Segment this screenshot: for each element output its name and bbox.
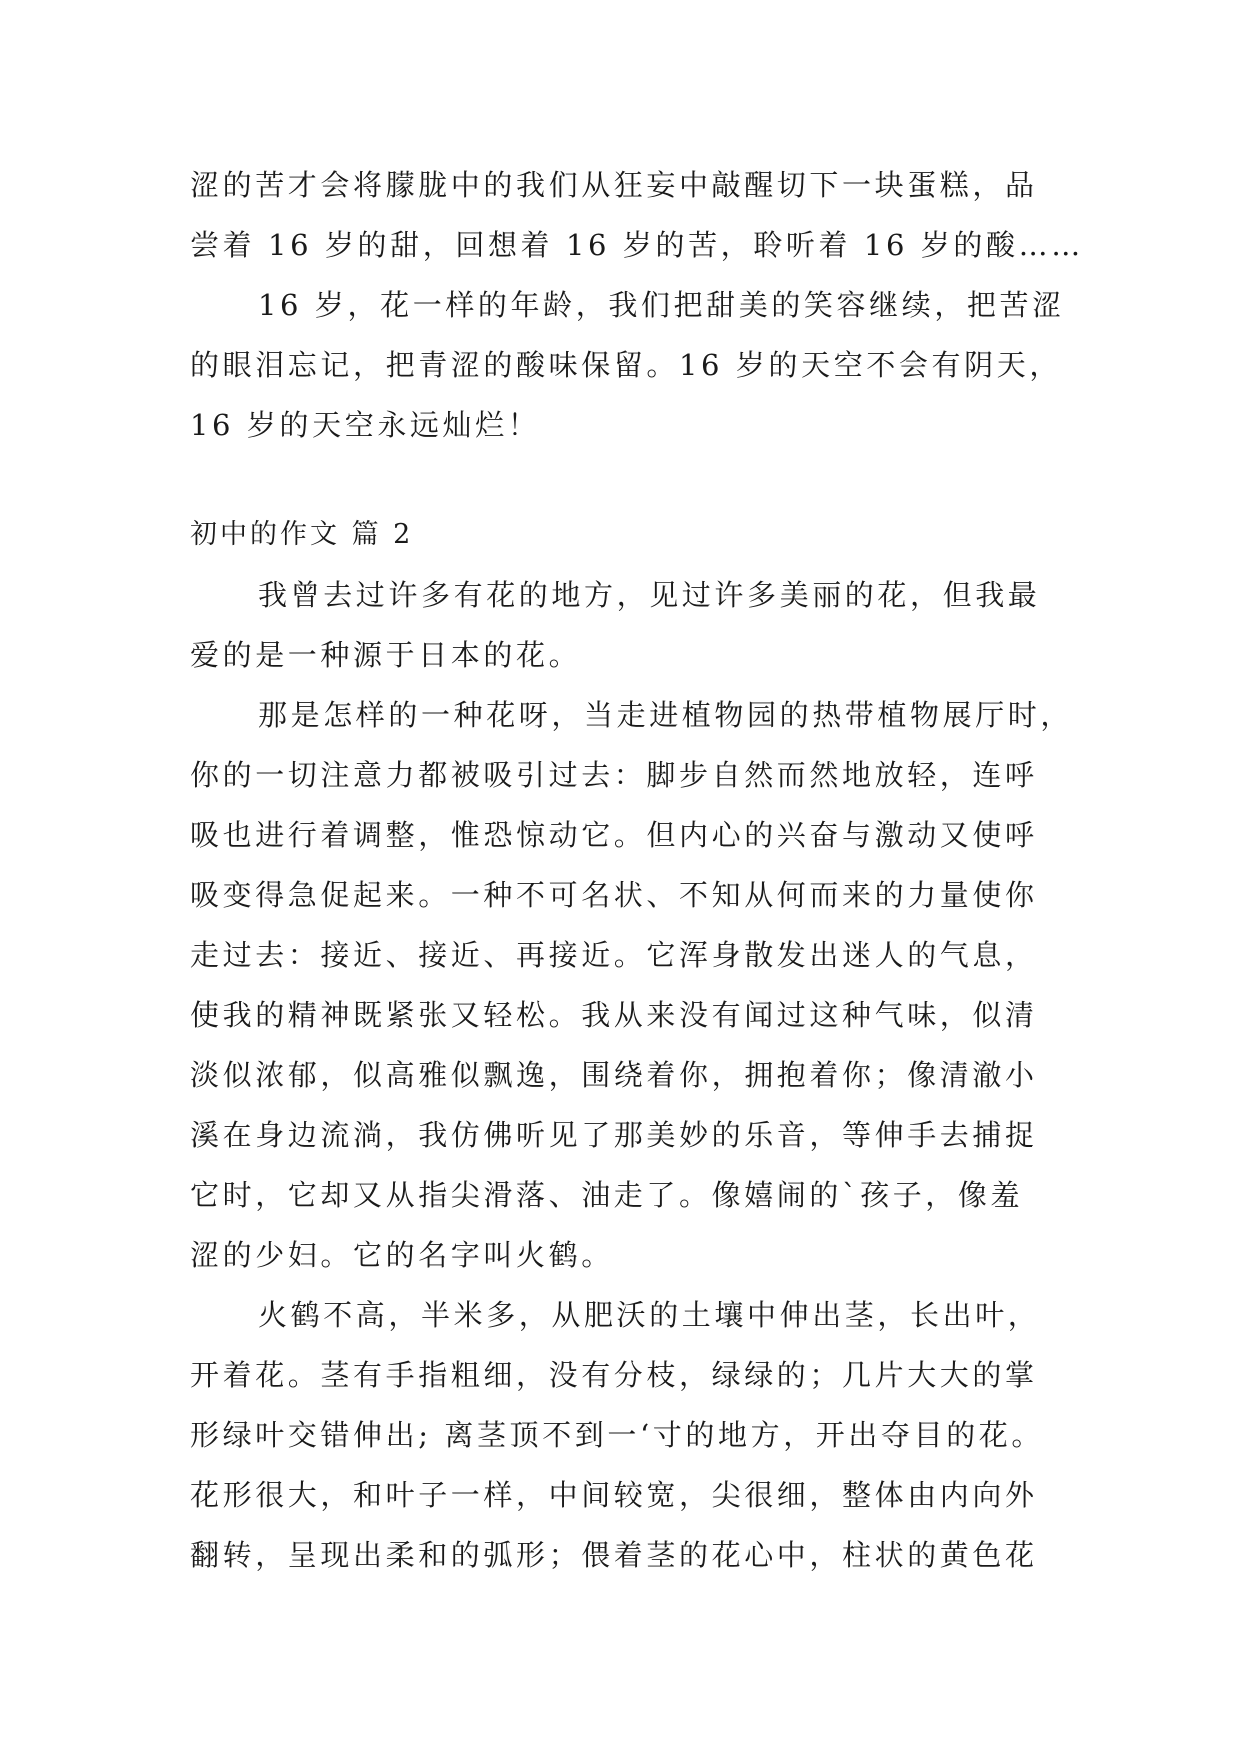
- paragraph-line: 开着花。茎有手指粗细，没有分枝，绿绿的；几片大大的掌: [190, 1358, 1038, 1392]
- essay-2: [190, 505, 1074, 1585]
- essay-1-ending: [190, 155, 1084, 455]
- paragraph-line: 使我的精神既紧张又轻松。我从来没有闻过这种气味，似清: [190, 998, 1038, 1032]
- paragraph-line: 淡似浓郁，似高雅似飘逸，围绕着你，拥抱着你；像清澈小: [190, 1058, 1038, 1092]
- paragraph-line: 尝着 16 岁的甜，回想着 16 岁的苦，聆听着 16 岁的酸……: [190, 228, 1084, 262]
- paragraph-line: 火鹤不高，半米多，从肥沃的土壤中伸出茎，长出叶，: [258, 1298, 1041, 1332]
- paragraph-line: 16 岁，花一样的年龄，我们把甜美的笑容继续，把苦涩: [258, 288, 1065, 322]
- paragraph-line: 涩的少妇。它的名字叫火鹤。: [190, 1238, 614, 1272]
- essay-title: 初中的作文 篇 2: [190, 519, 414, 550]
- paragraph-line: 涩的苦才会将朦胧中的我们从狂妄中敲醒切下一块蛋糕，品: [190, 168, 1038, 202]
- paragraph-line: 我曾去过许多有花的地方，见过许多美丽的花，但我最: [258, 578, 1041, 612]
- paragraph-line: 16 岁的天空永远灿烂！: [190, 408, 541, 442]
- paragraph-line: 翻转，呈现出柔和的弧形；偎着茎的花心中，柱状的黄色花: [190, 1538, 1038, 1572]
- paragraph-line: 它时，它却又从指尖滑落、油走了。像嬉闹的`孩子，像羞: [190, 1178, 1024, 1212]
- paragraph-line: 的眼泪忘记，把青涩的酸味保留。16 岁的天空不会有阴天，: [190, 348, 1062, 382]
- paragraph-line: 爱的是一种源于日本的花。: [190, 638, 582, 672]
- paragraph-line: 走过去：接近、接近、再接近。它浑身散发出迷人的气息，: [190, 938, 1038, 972]
- paragraph-line: 那是怎样的一种花呀，当走进植物园的热带植物展厅时，: [258, 698, 1074, 732]
- paragraph-line: 溪在身边流淌，我仿佛听见了那美妙的乐音，等伸手去捕捉: [190, 1118, 1038, 1152]
- paragraph-line: 吸变得急促起来。一种不可名状、不知从何而来的力量使你: [190, 878, 1038, 912]
- paragraph-line: 你的一切注意力都被吸引过去：脚步自然而然地放轻，连呼: [190, 758, 1038, 792]
- paragraph-line: 花形很大，和叶子一样，中间较宽，尖很细，整体由内向外: [190, 1478, 1038, 1512]
- paragraph-line: 形绿叶交错伸出; 离茎顶不到一‘寸的地方，开出夺目的花。: [190, 1418, 1045, 1452]
- paragraph-line: 吸也进行着调整，惟恐惊动它。但内心的兴奋与激动又使呼: [190, 818, 1038, 852]
